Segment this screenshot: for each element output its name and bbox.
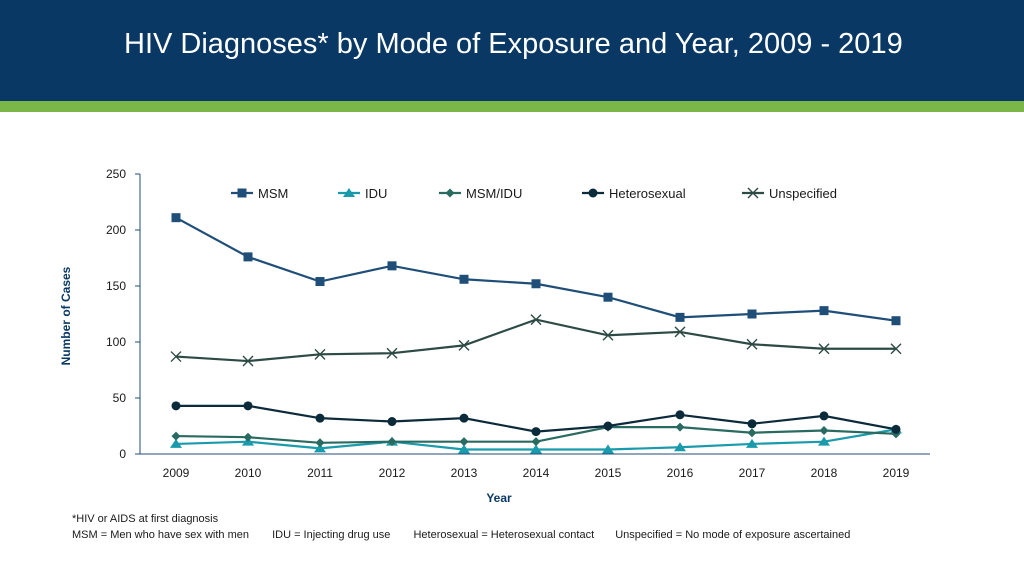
data-point-msm	[388, 261, 397, 270]
legend-marker-msm-idu	[446, 189, 455, 198]
y-tick-label: 50	[112, 391, 126, 405]
legend-label-unspecified: Unspecified	[769, 186, 837, 201]
series-line-unspecified	[176, 320, 896, 361]
data-point-msm-idu	[820, 426, 829, 435]
data-point-heterosexual	[676, 410, 685, 419]
data-point-msm-idu	[460, 437, 469, 446]
data-point-heterosexual	[892, 425, 901, 434]
x-tick-label: 2013	[450, 466, 478, 480]
x-axis-title: Year	[486, 491, 512, 505]
data-point-msm-idu	[532, 437, 541, 446]
y-axis-title: Number of Cases	[59, 266, 73, 366]
data-point-msm	[820, 306, 829, 315]
data-point-heterosexual	[820, 411, 829, 420]
data-point-heterosexual	[316, 414, 325, 423]
data-point-msm	[748, 310, 757, 319]
data-point-msm	[316, 277, 325, 286]
data-point-msm-idu	[748, 428, 757, 437]
data-point-msm-idu	[316, 438, 325, 447]
x-tick-label: 2016	[666, 466, 694, 480]
data-point-msm	[460, 275, 469, 284]
footnote-msm: MSM = Men who have sex with men	[72, 529, 249, 541]
y-tick-label: 250	[105, 167, 126, 181]
data-point-heterosexual	[460, 414, 469, 423]
x-tick-label: 2011	[307, 466, 333, 480]
legend-label-idu: IDU	[365, 186, 388, 201]
data-point-msm-idu	[172, 432, 181, 441]
legend-label-msm-idu: MSM/IDU	[466, 186, 523, 201]
legend-marker-msm	[238, 189, 247, 198]
legend-marker-heterosexual	[589, 189, 598, 198]
footnote-asterisk: *HIV or AIDS at first diagnosis	[72, 513, 219, 525]
x-tick-label: 2009	[162, 466, 190, 480]
data-point-heterosexual	[244, 401, 253, 410]
data-point-msm	[172, 213, 181, 222]
slide-title: HIV Diagnoses* by Mode of Exposure and Year, 2009 - 2019	[124, 28, 903, 60]
data-point-msm	[244, 252, 253, 261]
data-point-heterosexual	[172, 401, 181, 410]
data-point-msm	[532, 279, 541, 288]
data-point-msm	[676, 313, 685, 322]
legend-label-heterosexual: Heterosexual	[609, 186, 686, 201]
footnote-heterosexual: Heterosexual = Heterosexual contact	[413, 529, 595, 541]
data-point-msm-idu	[244, 433, 253, 442]
data-point-msm-idu	[676, 423, 685, 432]
footnote-unspecified: Unspecified = No mode of exposure ascertained	[615, 529, 851, 541]
x-tick-label: 2015	[594, 466, 622, 480]
data-point-heterosexual	[532, 427, 541, 436]
data-point-heterosexual	[388, 417, 397, 426]
y-tick-label: 150	[105, 279, 126, 293]
data-point-heterosexual	[604, 422, 613, 431]
data-point-msm	[604, 293, 613, 302]
data-point-heterosexual	[748, 419, 757, 428]
x-tick-label: 2010	[234, 466, 262, 480]
x-tick-label: 2019	[882, 466, 910, 480]
legend-label-msm: MSM	[258, 186, 289, 201]
data-point-msm	[892, 316, 901, 325]
footnote-idu: IDU = Injecting drug use	[272, 529, 391, 541]
footnote-definitions	[72, 529, 850, 541]
series-line-msm	[176, 218, 896, 321]
y-tick-label: 0	[119, 447, 126, 461]
y-tick-label: 200	[105, 223, 126, 237]
x-tick-label: 2012	[378, 466, 406, 480]
y-tick-label: 100	[105, 335, 126, 349]
x-tick-label: 2014	[522, 466, 550, 480]
x-tick-label: 2017	[738, 466, 766, 480]
x-tick-label: 2018	[810, 466, 838, 480]
